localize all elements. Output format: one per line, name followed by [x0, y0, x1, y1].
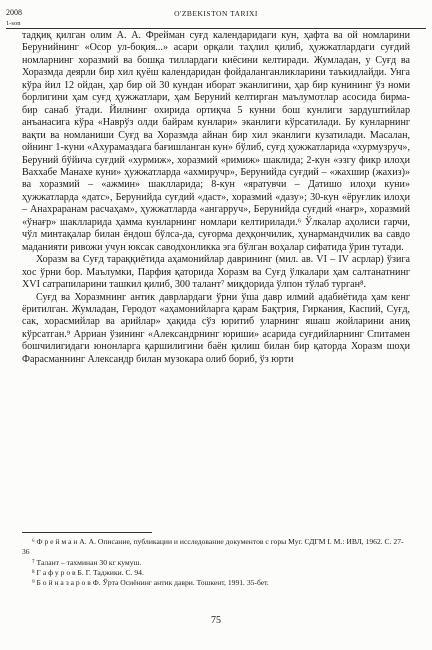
paragraph-3: Суғд ва Хоразмнинг антик даврлардаги ўрни ўша давр илмий адабиётида ҳам кенг ёритилган. Жумладан, Геродот «аҳамонийларга қарам Бақтрия, Гиркания, Каспий, Суғд, сак, хорасмийлар ва арийлар» ҳақида сўз юритиб уларнинг яшаш жойларини аниқ кўрсатган.⁹ Арриан ўзининг «Александрнинг юриши» асарида суғдийларнинг Спитамен бошчилигидаги юнонларга қаршилигини баён қилиш билан бир қаторда Хоразм шоҳи Фарасманнинг Александр билан музокара олиб бориб, ўз юрти: [22, 291, 410, 365]
header-issue: 1-son: [6, 20, 21, 27]
header-rule: [6, 28, 426, 29]
paragraph-2: Хоразм ва Суғд тараққиётида аҳамонийлар даврининг (мил. ав. VI – IV асрлар) ўзига хос ўрни бор. Маълумки, Парфия қаторида Хоразм ва Суғд ўлкалари ҳам салтанатнинг XVI сатрапиларини ташкил қилиб, 300 талант⁷ миқдорида ўлпон тўлаб турган⁸.: [22, 254, 410, 291]
footnote-rule: [22, 532, 152, 533]
footnote-9: ⁹ Б о й н а з а р о в Ф. Ўрта Осиёнинг антик даври. Тошкент, 1991. 35-бет.: [32, 578, 269, 588]
paragraph-1: тадқиқ қилган олим А. А. Фрейман суғд календаридаги кун, ҳафта ва ой номларини Берунийнинг «Осор ул-боқия...» асари орқали таҳлил қилиб, ҳужжатлардаги суғдий номларнинг хоразмий ва бошқа тиллардаги киёсини келтиради. Жумладан, у Суғд ва Хоразмда деярли бир хил қуёш календаридан фойдаланганликларини таъкидлайди. Унга кўра йил 12 ойдан, ҳар бир ой 30 кундан иборат эканлигини, ҳар бир кунининг ўз номи борлигини ҳам суғд ҳужжатлари, ҳам Беруний келтирган маълумотлар асосида бирма-бир санаб ўтади. Йилнинг охирида ортиқча 5 кунни бош кунлиги зардуштийлар анъанасига кўра «Наврўз олди байрам кунлари» эканлиги кўрсатилади. Бу кунларнинг вақти ва номланиши Суғд ва Хоразмда айнан бир хил эканлиги кузатилади. Масалан, ойнинг 1-куни «Ахурамаздага бағишланган кун» бўлиб, суғд ҳужжатларида «хурмузруч», Беруний бўйича суғдий «хурмиж», хоразмий «римиж» шаклида; 2-кун «эзгу фикр илоҳи Ваххабе Манахе куни» ҳужжатларда «ахмиручр», Берунийда суғдий – «жахшир (жахиз)» ва хоразмий – «ажмин» шаклларида; 8-кун «яратувчи – Датишо илоҳи куни» ҳужжатларда «датс», Берунийда суғдий «даст», хоразмий «дазу»; 30-кун «ёруғлик илоҳи – Анахраранам расчаҳам», ҳужжатларда «ангарруч», Берунийда суғдий «нағр», хоразмий «ўнағр» шаклларида ҳамма кунларнинг номлари келтирилади.⁶ Ўлкалар аҳолиси гарчи, чўл минтақалар билан ёндош бўлса-да, суғорма деҳқончилик, ҳунармандчилик ва савдо маданияти ривожи учун юксак саводхонликка эга бўлган воҳалар сифатида ўрин тутади.: [22, 30, 410, 253]
page-number: 75: [211, 615, 221, 626]
header-year: 2008: [6, 8, 22, 17]
footnote-8: ⁸ Г а ф у р о в Б. Г. Таджики. С. 94.: [32, 567, 144, 577]
footnote-6: ⁶ Ф р е й м а н А. А. Описание, публикации и исследование документов с горы Муг. СДГМ I. М.: ИВЛ, 1962. С. 27-36: [22, 537, 404, 557]
main-text: [22, 30, 410, 366]
journal-title: O'ZBEKISTON TARIXI: [174, 9, 258, 18]
footnotes: [22, 537, 410, 588]
footnote-7: ⁷ Талант – тахминан 30 кг кумуш.: [32, 557, 142, 567]
